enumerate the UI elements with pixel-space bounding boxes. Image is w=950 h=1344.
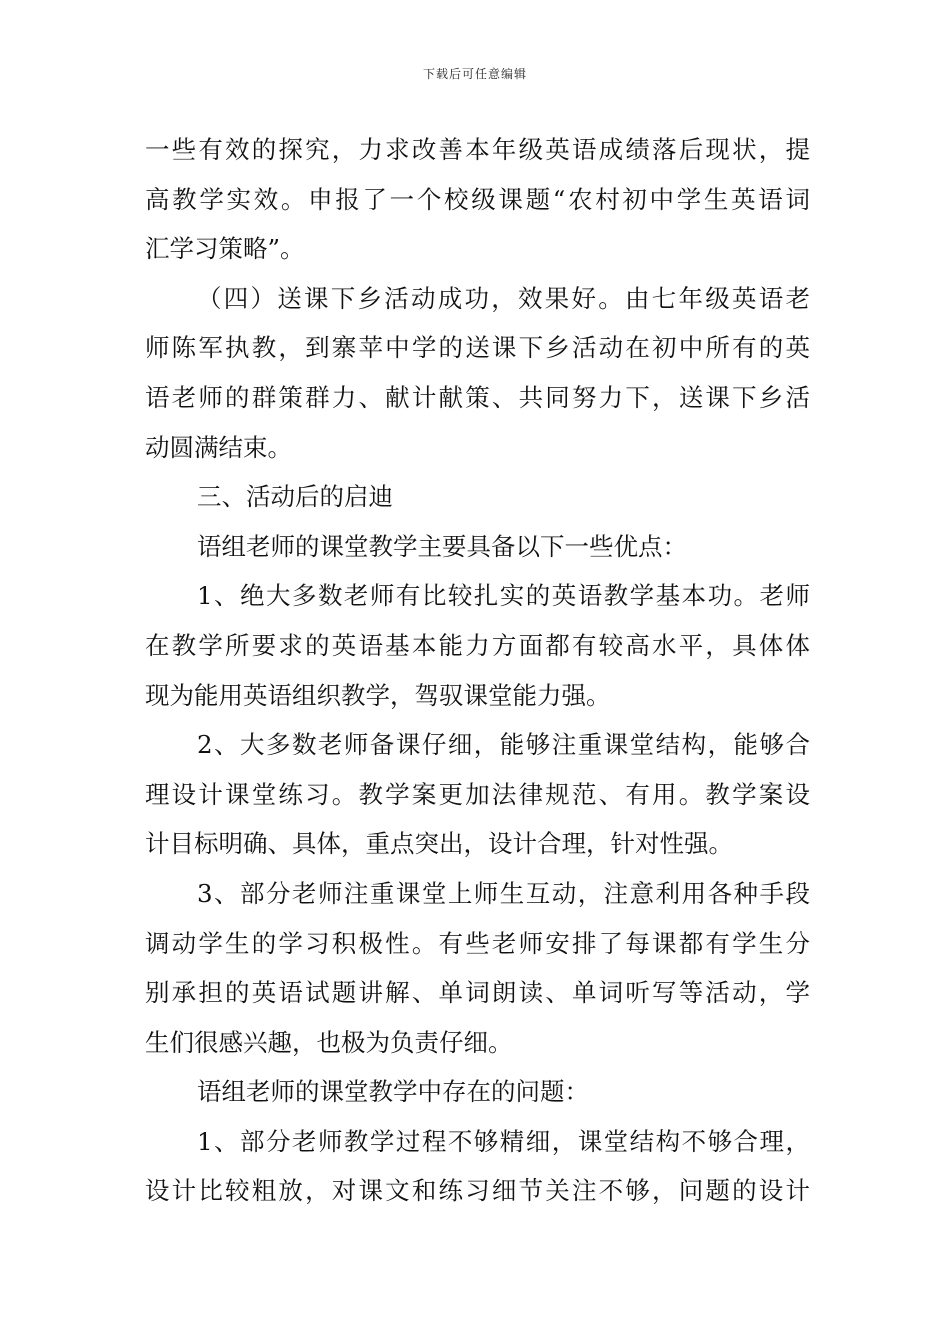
text-line: 别承担的英语试题讲解、单词朗读、单词听写等活动，学 bbox=[145, 978, 810, 1008]
text-line: 1、绝大多数老师有比较扎实的英语教学基本功。老师 bbox=[197, 581, 810, 611]
document-body bbox=[145, 125, 810, 1216]
text-line: （四）送课下乡活动成功，效果好。由七年级英语老 bbox=[197, 283, 810, 313]
text-line: 汇学习策略”。 bbox=[145, 234, 305, 264]
text-line: 计目标明确、具体，重点突出，设计合理，针对性强。 bbox=[145, 829, 733, 859]
text-line: 2、大多数老师备课仔细，能够注重课堂结构，能够合 bbox=[197, 730, 810, 760]
text-line: 师陈军执教，到寨苹中学的送课下乡活动在初中所有的英 bbox=[145, 333, 810, 363]
text-line: 1、部分老师教学过程不够精细，课堂结构不够合理， bbox=[197, 1126, 810, 1156]
text-line: 调动学生的学习积极性。有些老师安排了每课都有学生分 bbox=[145, 928, 810, 958]
text-line: 语老师的群策群力、献计献策、共同努力下，送课下乡活 bbox=[145, 382, 810, 412]
section-heading: 三、活动后的启迪 bbox=[197, 482, 393, 512]
text-line: 理设计课堂练习。教学案更加法律规范、有用。教学案设 bbox=[145, 779, 810, 809]
text-line: 在教学所要求的英语基本能力方面都有较高水平，具体体 bbox=[145, 630, 810, 660]
text-line: 语组老师的课堂教学主要具备以下一些优点： bbox=[197, 531, 687, 561]
text-line: 现为能用英语组织教学，驾驭课堂能力强。 bbox=[145, 680, 611, 710]
text-line: 一些有效的探究，力求改善本年级英语成绩落后现状，提 bbox=[145, 135, 810, 164]
text-line: 设计比较粗放，对课文和练习细节关注不够，问题的设计 bbox=[145, 1176, 810, 1206]
text-line: 动圆满结束。 bbox=[145, 432, 292, 462]
text-line: 语组老师的课堂教学中存在的问题： bbox=[197, 1077, 589, 1107]
text-line: 3、部分老师注重课堂上师生互动，注意利用各种手段 bbox=[197, 878, 810, 908]
page-header: 下载后可任意编辑 bbox=[422, 67, 527, 81]
text-line: 高教学实效。申报了一个校级课题“农村初中学生英语词 bbox=[145, 184, 810, 214]
text-line: 生们很感兴趣，也极为负责仔细。 bbox=[145, 1027, 513, 1057]
